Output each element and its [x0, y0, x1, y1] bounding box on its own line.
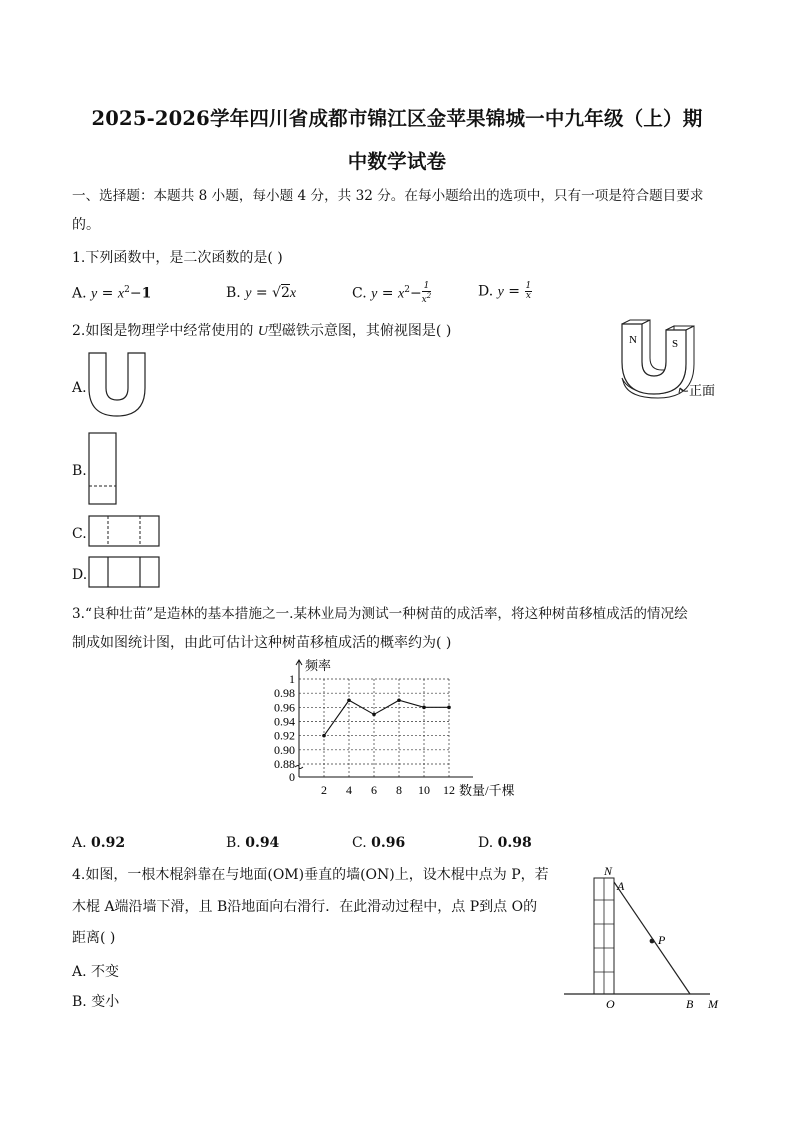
- data-point: [347, 698, 351, 702]
- point-p-label: P: [658, 933, 666, 947]
- q3-option-d: D. 0.98: [478, 835, 532, 851]
- q2-option-d-label: D.: [72, 567, 88, 583]
- q3-stem-line1: 3.“良种壮苗”是造林的基本措施之一.某林业局为测试一种树苗的成活率，将这种树苗移植成活的情况绘: [72, 606, 688, 622]
- q2-stem: 2.如图是物理学中经常使用的 U型磁铁示意图，其俯视图是( ): [72, 323, 452, 339]
- q2-option-c-figure: [88, 515, 162, 549]
- x-tick-label: 10: [418, 783, 430, 797]
- point-n-label: N: [604, 864, 613, 878]
- exam-title-line1: 2025-2026学年四川省成都市锦江区金苹果锦城一中九年级（上）期: [91, 107, 703, 130]
- q1-option-a: A. $y = x^2-1$: [72, 285, 152, 302]
- q2-option-c-label: C.: [72, 526, 87, 542]
- q3-option-b: B. 0.94: [226, 835, 280, 851]
- q1-stem: 1.下列函数中，是二次函数的是( ): [72, 250, 283, 266]
- section-heading-line1: 一、选择题：本题共 8 小题，每小题 4 分，共 32 分。在每小题给出的选项中，只有一项是符合题目要求: [72, 188, 704, 204]
- y-tick-label: 0: [289, 770, 295, 784]
- q2-option-b-figure: [88, 432, 120, 506]
- q2-option-a-figure: [88, 352, 148, 418]
- front-view-label: 正面: [689, 383, 716, 398]
- q4-stem-line1: 4.如图，一根木棍斜靠在与地面(OM)垂直的墙(ON)上，设木棍中点为 P，若: [72, 867, 549, 883]
- x-tick-label: 8: [396, 783, 402, 797]
- y-tick-label: 0.88: [274, 757, 295, 771]
- q3-option-a: A. 0.92: [72, 835, 126, 851]
- q1-option-d-label: D.: [478, 283, 494, 300]
- point-o-label: O: [606, 997, 615, 1011]
- q3-option-a-value: 0.92: [91, 835, 126, 851]
- q4-option-a: A. 不变: [72, 964, 120, 980]
- midpoint-p-dot: [650, 939, 655, 944]
- exam-title-line2: 中数学试卷: [347, 150, 447, 173]
- point-a-label: A: [617, 879, 625, 893]
- y-axis-title: 频率: [305, 658, 332, 673]
- q4-stem-line2: 木棍 A端沿墙下滑，且 B沿地面向右滑行．在此滑动过程中，点 P到点 O的: [72, 899, 538, 915]
- q1-option-b: B. y = √2x: [226, 285, 297, 301]
- data-point: [422, 706, 426, 710]
- y-tick-label: 0.96: [274, 700, 295, 715]
- q3-option-c: C. 0.96: [352, 835, 406, 851]
- q1-option-d: D. y = $\frac{1}{x}$: [478, 281, 532, 301]
- data-point: [372, 713, 376, 717]
- data-point: [322, 734, 326, 738]
- magnet-n-label: N: [629, 334, 637, 346]
- u-magnet-figure: [612, 318, 727, 403]
- x-axis-title: 数量/千棵: [459, 783, 515, 798]
- q3-option-b-value: 0.94: [245, 835, 280, 851]
- data-point: [447, 706, 451, 710]
- y-tick-label: 0.92: [274, 728, 295, 743]
- q1-option-b-label: B.: [226, 285, 241, 301]
- x-tick-label: 2: [321, 783, 327, 797]
- q3-option-d-value: 0.98: [497, 835, 532, 851]
- q1-option-c: C. $y = x^2-$ $\frac{1}{x^2}$: [352, 281, 432, 305]
- q2-option-a-label: A.: [72, 380, 87, 396]
- seedling-frequency-chart: [255, 652, 545, 804]
- q4-stem-line3: 距离( ): [72, 930, 116, 946]
- x-tick-label: 12: [443, 783, 455, 797]
- section-heading-line2: 的。: [72, 217, 100, 233]
- q3-option-c-value: 0.96: [371, 835, 406, 851]
- q1-option-c-label: C.: [352, 285, 367, 302]
- data-point: [397, 698, 401, 702]
- y-tick-label: 1: [289, 672, 295, 686]
- y-tick-label: 0.98: [274, 686, 295, 701]
- y-tick-label: 0.90: [274, 742, 295, 757]
- ladder-wall-figure: [560, 860, 730, 1015]
- point-m-label: M: [708, 997, 718, 1011]
- x-tick-label: 6: [371, 783, 377, 797]
- x-tick-label: 4: [346, 783, 352, 797]
- q1-option-a-label: A.: [72, 285, 87, 302]
- axis-break-mark: [295, 766, 303, 769]
- q4-option-b: B. 变小: [72, 994, 120, 1010]
- q2-option-b-label: B.: [72, 463, 87, 479]
- magnet-s-label: S: [672, 338, 679, 350]
- q3-stem-line2: 制成如图统计图，由此可估计这种树苗移植成活的概率约为( ): [72, 635, 452, 651]
- frequency-series-line: [324, 700, 449, 735]
- point-b-label: B: [686, 997, 694, 1011]
- y-tick-label: 0.94: [274, 714, 295, 729]
- q2-option-d-figure: [88, 556, 162, 590]
